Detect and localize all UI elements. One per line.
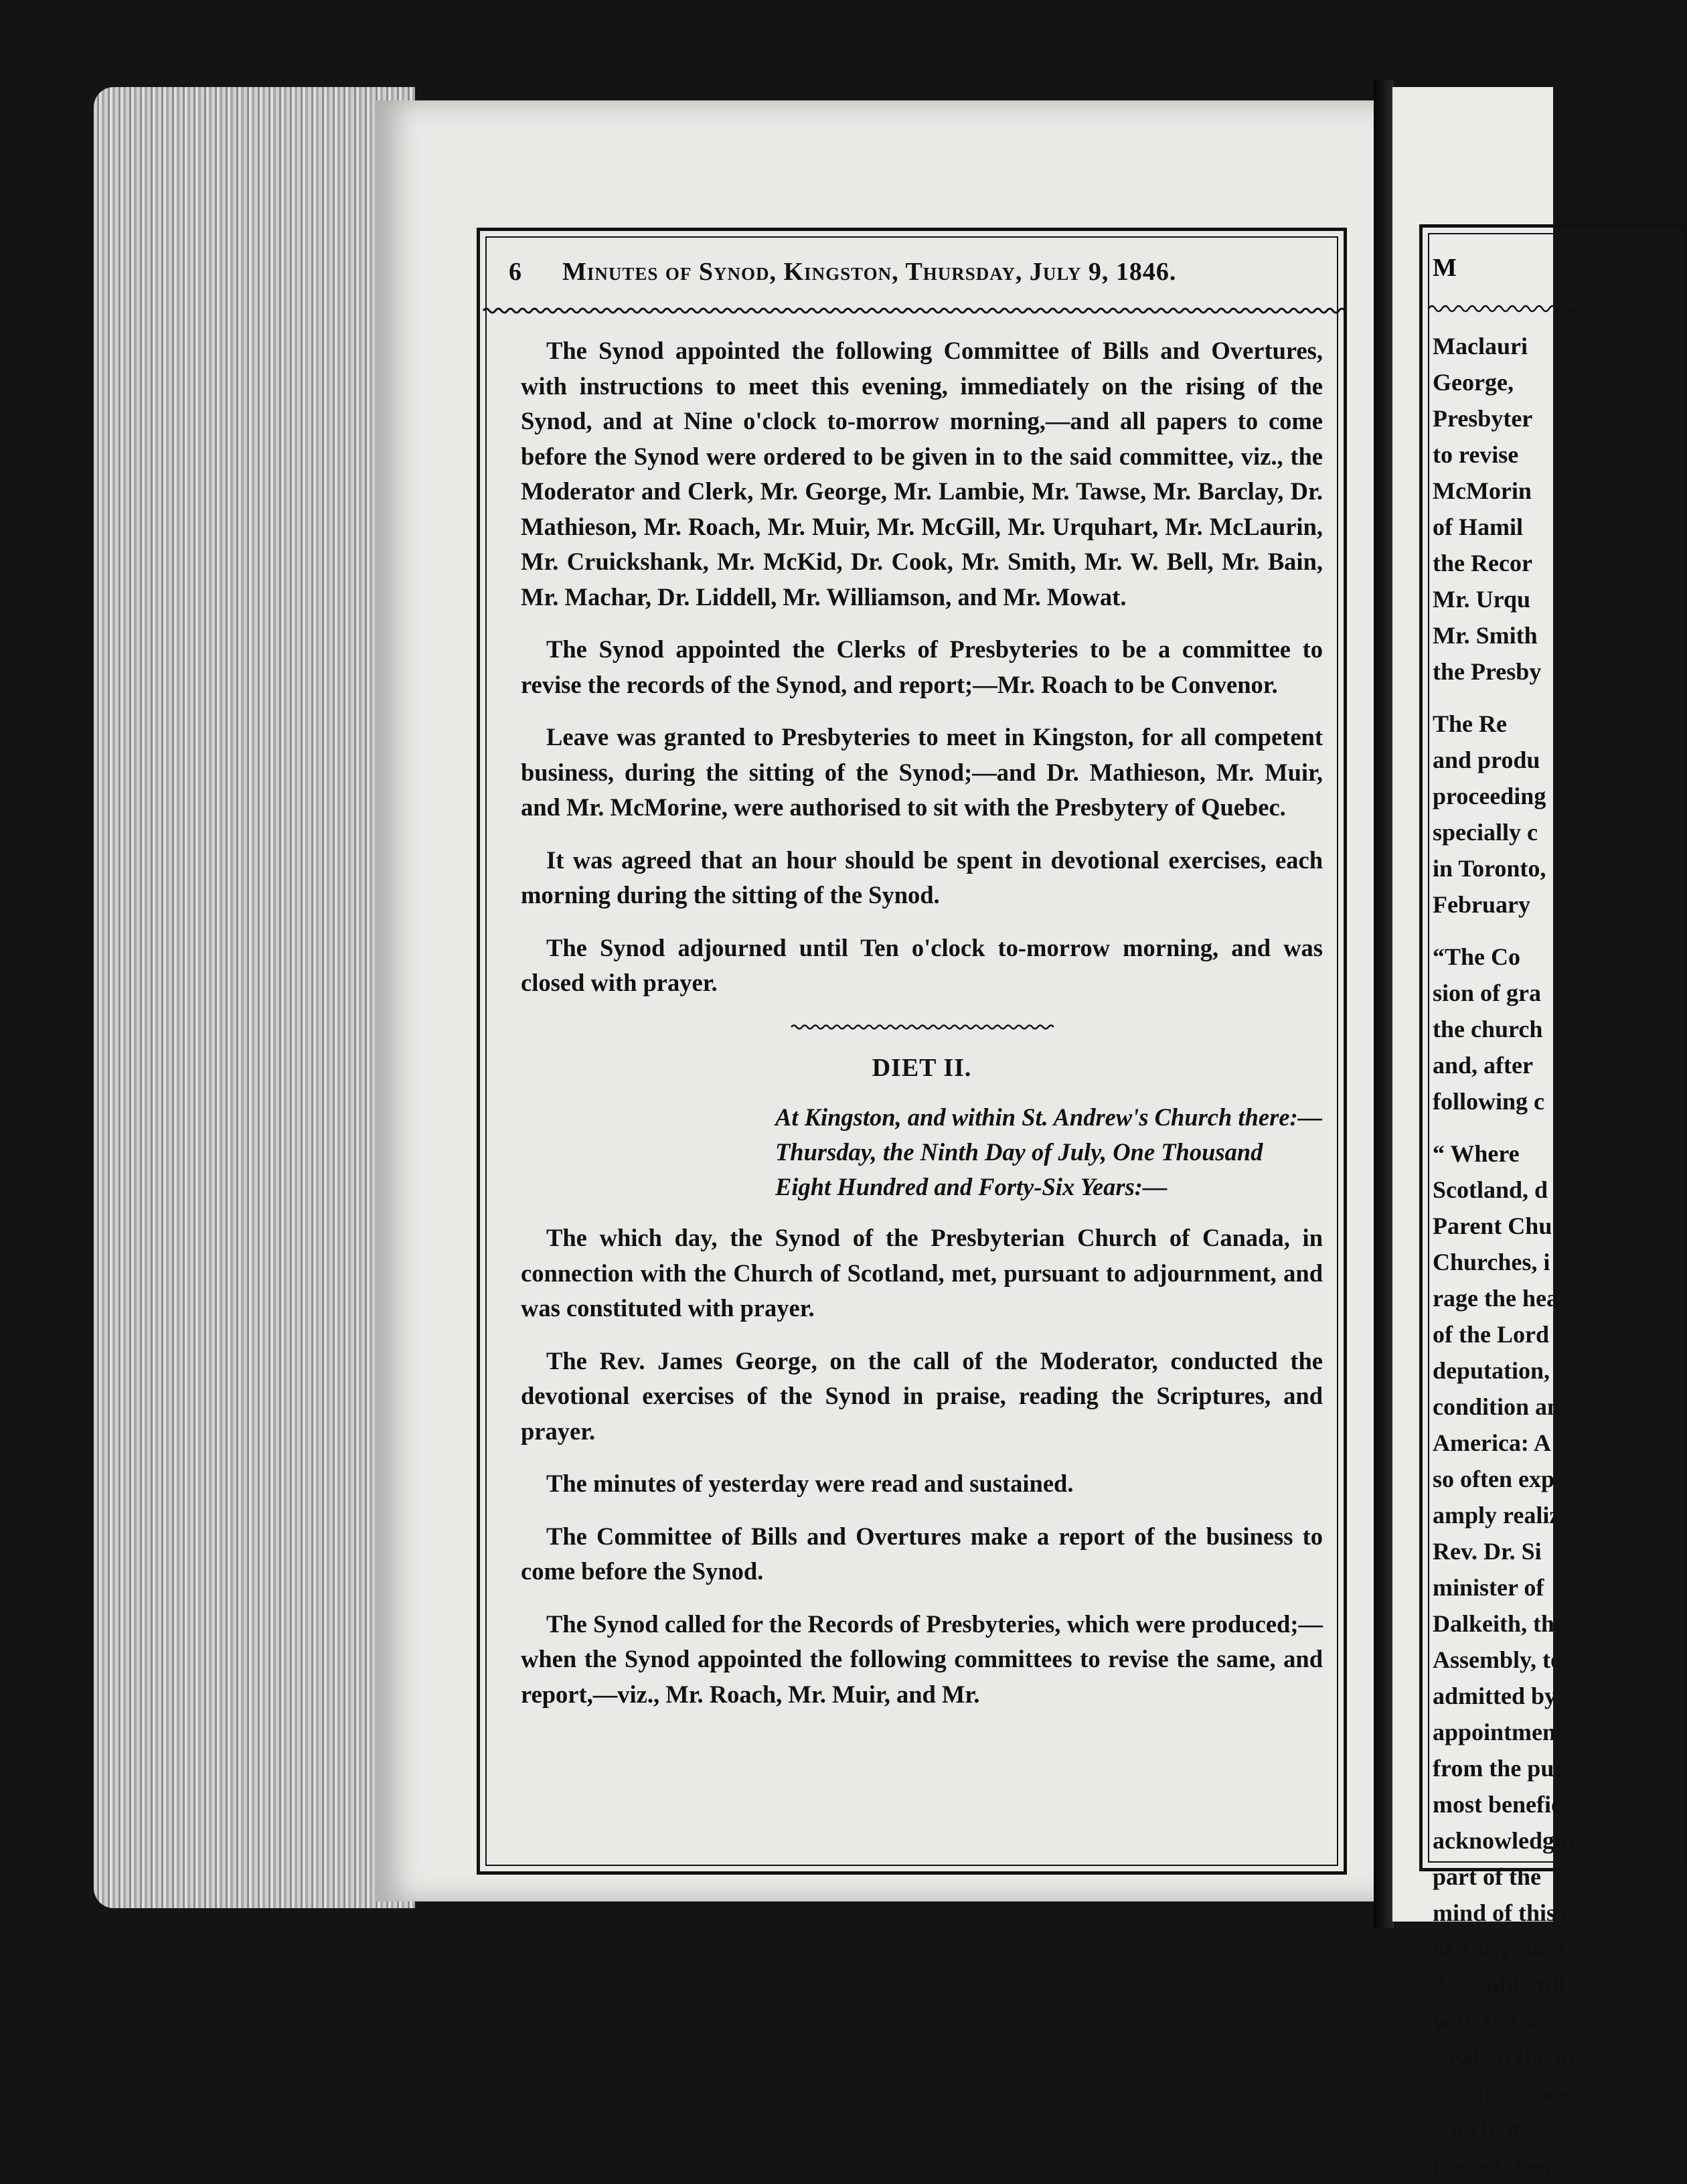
right-page-line: Scotland, d [1433, 1176, 1548, 1203]
paragraph-clerks-committee: The Synod appointed the Clerks of Presbyteries to be a committee to revise the records of the Synod, and report;—Mr. Roach to be Convenor. [521, 635, 1323, 698]
right-header-rule [1429, 300, 1683, 317]
right-page-line: Rev. Dr. Si [1433, 1538, 1542, 1565]
right-page-line: America: A [1433, 1429, 1551, 1456]
right-page-line: proceeding [1433, 783, 1546, 809]
right-page-line: Churches, i [1433, 1249, 1550, 1275]
right-page-line: the church [1433, 1016, 1543, 1042]
right-page-line: most benefic [1433, 1791, 1562, 1818]
right-page-line: deputation, [1433, 1357, 1550, 1384]
diet-year-line: Eight Hundred and Forty-Six Years:— [775, 1173, 1168, 1200]
book-page-edges [94, 87, 415, 1908]
right-page-line: McMorin [1433, 477, 1532, 504]
page-body [521, 333, 1323, 1729]
right-page-line: appointment [1433, 1719, 1564, 1745]
right-page-line: rage the hea [1433, 1285, 1558, 1312]
section-divider [791, 1018, 1052, 1036]
right-page-line: “ Where [1433, 1140, 1520, 1167]
running-head: Minutes of Synod, Kingston, Thursday, July 9, 1846. [562, 258, 1177, 286]
right-page-line: from the pur [1433, 1755, 1565, 1782]
book-gutter [1374, 80, 1394, 1928]
right-page-line: Mr. Smith [1433, 622, 1538, 649]
right-page-line: George, [1433, 369, 1514, 396]
right-page-line: The Re [1433, 710, 1507, 737]
paragraph-records-called: The Synod called for the Records of Presbyteries, which were produced;—when the Synod appointed the following committees to revise the same, and report,—viz., Mr. Roach, Mr. Muir, and Mr. [521, 1610, 1323, 1708]
right-page-line: sion of gra [1433, 980, 1541, 1006]
right-page-line: in Toronto, [1433, 855, 1546, 882]
right-page-line: of July, and t [1433, 1936, 1567, 1962]
header-rule [483, 301, 1340, 320]
right-page-line: Maclauri [1433, 333, 1528, 360]
paragraph-adjourned: The Synod adjourned until Ten o'clock to-morrow morning, and was closed with prayer. [521, 933, 1323, 996]
right-page-line: mind of this c [1433, 1899, 1573, 1926]
right-page-line: Mr. Urqu [1433, 586, 1531, 613]
paragraph-minutes-read: The minutes of yesterday were read and sustained. [546, 1470, 1074, 1497]
right-page-line [1433, 690, 1687, 706]
paragraph-devotional-hour: It was agreed that an hour should be spent in devotional exercises, each morning during the sitting of the Synod. [521, 846, 1323, 909]
right-running-head: M [1433, 254, 1457, 282]
right-page-line: “The Co [1433, 943, 1521, 970]
right-page-line: Dalkeith, the [1433, 1610, 1565, 1637]
diet-place-date [775, 1100, 1323, 1204]
page-header [509, 253, 1319, 291]
right-page-line: February [1433, 891, 1530, 918]
right-page-line: of the Lord [1433, 1321, 1549, 1348]
right-page-line: and, after [1433, 1052, 1533, 1079]
right-page-line: Parent Chu [1433, 1213, 1552, 1239]
right-page-line: following c [1433, 1088, 1544, 1115]
right-page-line: Assembly, to [1433, 1646, 1563, 1673]
right-page-text [1433, 328, 1687, 2184]
diet-title: DIET II. [872, 1053, 972, 1082]
right-page-line: the Presby [1433, 658, 1542, 685]
diet-place-line: At Kingston, and within St. Andrew's Church there:— [775, 1103, 1323, 1131]
paragraph-leave-granted: Leave was granted to Presbyteries to meet in Kingston, for all competent business, during the sitting of the Synod;—and Dr. Mathieson, Mr. Muir, and Mr. McMorine, were authorised to sit with the Presbytery of Quebec. [521, 723, 1323, 821]
right-page-line: amply realiz [1433, 1502, 1560, 1529]
paragraph-committee-bills: The Synod appointed the following Committee of Bills and Overtures, with instructions to meet this evening, immediately on the rising of the Synod, and at Nine o'clock to-morrow morning,—and all papers to come before the Synod were ordered to be given in to the said committee, viz., the Moderator and Clerk, Mr. George, Mr. Lambie, Mr. Tawse, Mr. Barclay, Dr. Mathieson, Mr. Roach, Mr. Muir, Mr. McGill, Mr. Urquhart, Mr. McLaurin, Mr. Cruickshank, Mr. McKid, Dr. Cook, Mr. Smith, Mr. W. Bell, Mr. Bain, Mr. Machar, Dr. Liddell, Mr. Williamson, and Mr. Mowat. [521, 337, 1323, 611]
right-page-line: specially c [1433, 819, 1538, 846]
right-page-line: circumstances [1433, 2080, 1579, 2107]
right-page-line [1433, 1119, 1687, 1136]
right-page-line: condition an [1433, 1393, 1561, 1420]
right-page-line [1433, 923, 1687, 939]
paragraph-bills-report: The Committee of Bills and Overtures make a report of the business to come before the Synod. [521, 1522, 1323, 1585]
right-page-line: which, it is v [1433, 2116, 1562, 2143]
right-page-line: Presbyter [1433, 405, 1533, 432]
right-page-line: to revise [1433, 441, 1519, 468]
right-page-line: and produ [1433, 747, 1540, 773]
right-page-line: weaken the m [1433, 2044, 1575, 2071]
diet-date-line: Thursday, the Ninth Day of July, One Thousand [775, 1138, 1263, 1166]
right-page-line: Assembly till [1433, 1972, 1566, 1999]
right-page [1392, 87, 1579, 2179]
right-page-line: minister of [1433, 1574, 1544, 1601]
right-page-line: the Recor [1433, 550, 1532, 576]
right-page-line: acknowledgm [1433, 1827, 1575, 1854]
right-page-line: with the sen [1433, 2008, 1556, 2035]
paragraph-devotional-exercises: The Rev. James George, on the call of the Moderator, conducted the devotional exercises of the Synod in praise, reading the Scriptures, and prayer. [521, 1346, 1323, 1445]
right-page-line: of Hamil [1433, 514, 1523, 540]
right-page-line: so often exp [1433, 1466, 1554, 1492]
right-page-line: part of the [1433, 1863, 1541, 1890]
page-number: 6 [509, 258, 521, 286]
right-page-line: undertaken. [1433, 2153, 1558, 2179]
right-page-line: admitted by [1433, 1683, 1557, 1709]
paragraph-synod-met: The which day, the Synod of the Presbyterian Church of Canada, in connection with the Church of Scotland, met, pursuant to adjournment, and was constituted with prayer. [521, 1224, 1323, 1322]
